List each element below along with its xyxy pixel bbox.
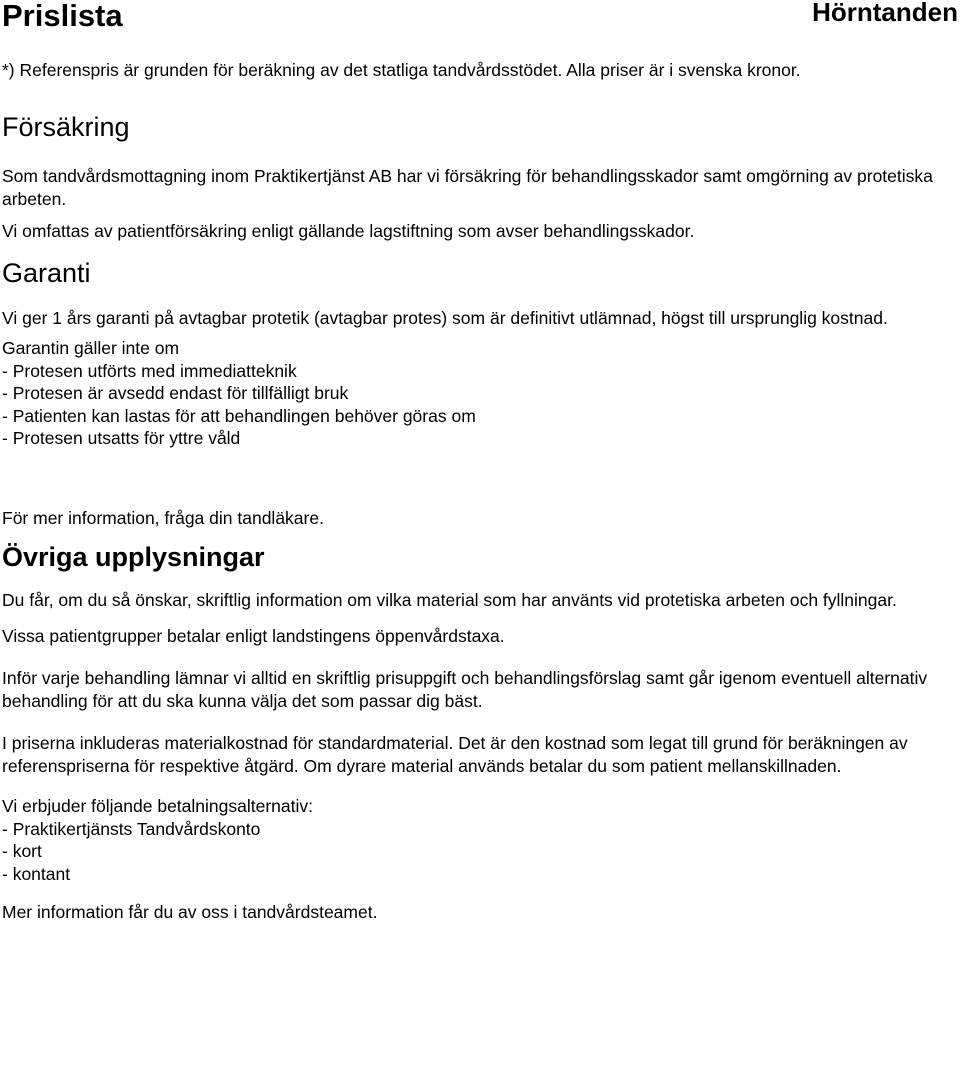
other-info-paragraph-4: I priserna inkluderas materialkostnad för standardmaterial. Det är den kostnad som legat till grund för beräkningen av referenspriserna för respektive åtgärd. Om dyrare material används betalar du som patient mellanskillnaden. [2,733,908,776]
closing-text: Mer information får du av oss i tandvårdsteamet. [2,902,378,922]
other-info-section [2,539,952,924]
other-info-paragraph-1: Du får, om du så önskar, skriftlig information om vilka material som har använts vid protetiska arbeten och fyllningar. [2,590,897,610]
other-info-paragraph-3: Inför varje behandling lämnar vi alltid en skriftlig prisuppgift och behandlingsförslag samt går igenom eventuell alternativ behandling för att du ska kunna välja det som passar dig bäst. [2,668,928,711]
warranty-exception-item: - Protesen utförts med immediatteknik [2,360,297,381]
insurance-paragraph-1: Som tandvårdsmottagning inom Praktikertjänst AB har vi försäkring för behandlingsskador samt omgörning av protetiska arbeten. [2,166,933,209]
warranty-exception-item: - Protesen utsatts för yttre våld [2,428,241,448]
reference-price-note: *) Referenspris är grunden för beräkning av det statliga tandvårdsstödet. Alla priser är i svenska kronor. [2,60,801,80]
page-title: Prislista [2,0,123,33]
warranty-heading: Garanti [2,257,91,288]
payment-option-item: - kontant [2,863,71,884]
other-info-paragraph-2: Vissa patientgrupper betalar enligt landstingens öppenvårdstaxa. [2,625,505,646]
payment-options [2,795,952,885]
warranty-exceptions-intro: Garantin gäller inte om [2,338,180,358]
warranty-exception-item: - Patienten kan lastas för att behandlingen behöver göras om [2,405,476,426]
insurance-heading: Försäkring [2,112,130,142]
payment-option-item: - kort [2,841,42,861]
warranty-section [2,255,952,530]
insurance-paragraph-2: Vi omfattas av patientförsäkring enligt gällande lagstiftning som avser behandlingsskador. [2,221,695,241]
warranty-exception-item: - Protesen är avsedd endast för tillfälligt bruk [2,383,349,403]
warranty-exceptions [2,337,952,450]
payment-options-intro: Vi erbjuder följande betalningsalternativ: [2,796,313,816]
payment-option-item: - Praktikertjänsts Tandvårdskonto [2,818,261,839]
other-info-heading: Övriga upplysningar [2,542,265,572]
clinic-name: Hörntanden [812,0,958,27]
document-body [2,109,952,924]
warranty-paragraph: Vi ger 1 års garanti på avtagbar protetik (avtagbar protes) som är definitivt utlämnad, högst till ursprunglig kostnad. [2,307,888,328]
insurance-section [2,109,952,243]
warranty-more-info: För mer information, fråga din tandläkare. [2,507,324,528]
